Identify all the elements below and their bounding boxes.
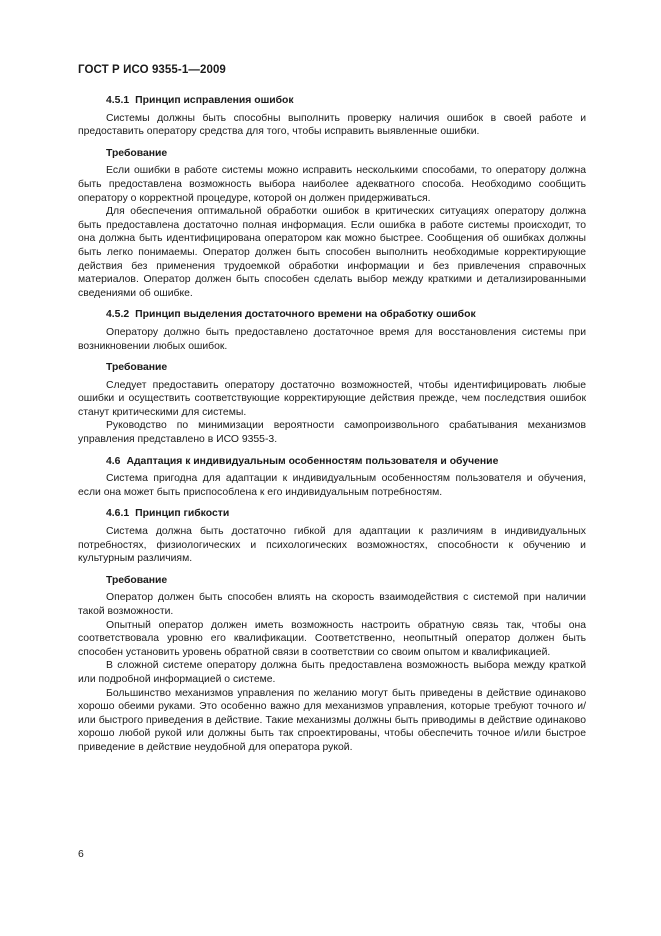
section-title: Принцип исправления ошибок (135, 95, 294, 106)
document-header: ГОСТ Р ИСО 9355-1—2009 (78, 64, 226, 76)
requirement-label: Требование (106, 574, 168, 586)
paragraph: Системы должны быть способны выполнить проверку наличия ошибок в своей работе и предоставить оператору средства для того, чтобы исправить выявленные ошибки. (78, 112, 586, 138)
section-title: Адаптация к индивидуальным особенностям пользователя и обучение (126, 455, 499, 467)
section-number: 4.6 (106, 455, 121, 467)
paragraph: Система должна быть достаточно гибкой для адаптации к различиям в индивидуальных потребностях, физиологических и психологических возможностях, способности к обучению и культурным различиям. (78, 526, 586, 565)
requirement-label: Требование (106, 362, 168, 374)
section-heading-4-5-1 (78, 94, 586, 108)
paragraph: Большинство механизмов управления по желанию могут быть приведены в действие одинаково хорошо обеими руками. Это особенно важно для механизмов управления, которые требуют точного и/или быстрого приведения в действие. Такие механизмы должны быть приводимы в действие одинаково хорошо любой рукой или должны быть так спроектированы, чтобы обеспечить точное и/или быстрое приведение в действие неудобной для оператора рукой. (78, 687, 586, 753)
paragraph: Руководство по минимизации вероятности самопроизвольного срабатывания механизмов управления представлено в ИСО 9355-3. (78, 420, 586, 446)
section-heading-4-5-2 (78, 308, 586, 322)
paragraph: Если ошибки в работе системы можно исправить несколькими способами, то оператору должна быть предоставлена возможность выбора наиболее адекватного способа. Необходимо сообщить оператору о корректной процедуре, которой он должен придерживаться. (78, 165, 586, 204)
document-body (78, 94, 586, 755)
section-number: 4.5.2 (106, 309, 130, 321)
paragraph: Следует предоставить оператору достаточно возможностей, чтобы идентифицировать любые ошибки и осуществить соответствующие корректирующие действия прежде, чем последствия ошибок станут критическими для системы. (78, 379, 586, 418)
section-heading-4-6 (78, 455, 586, 469)
section-title: Принцип выделения достаточного времени на обработку ошибок (135, 309, 476, 321)
requirement-label: Требование (106, 147, 168, 159)
section-heading-4-6-1 (78, 507, 586, 521)
paragraph: В сложной системе оператору должна быть предоставлена возможность выбора между краткой или подробной информацией о системе. (78, 660, 586, 685)
paragraph: Оператор должен быть способен влиять на скорость взаимодействия с системой при наличии такой возможности. (78, 592, 586, 617)
paragraph: Система пригодна для адаптации к индивидуальным особенностям пользователя и обучения, если она может быть приспособлена к его индивидуальным потребностям. (78, 473, 586, 498)
paragraph: Для обеспечения оптимальной обработки ошибок в критических ситуациях оператору должна быть предоставлена достаточно полная информация. Если ошибка в работе системы происходит, то она должна быть идентифицирована оператором как можно быстрее. Сообщения об ошибках должны быть легко понимаемы. Оператор должен быть способен выполнить необходимые корректирующие действия без применения трудоемкой обработки информации и без привлечения справочных материалов. Оператор должен быть способен сделать выбор между краткими и детализированными сведениями об ошибке. (78, 206, 586, 299)
section-number: 4.5.1 (106, 95, 130, 106)
page-number: 6 (78, 849, 84, 860)
section-title: Принцип гибкости (135, 508, 230, 520)
paragraph: Оператору должно быть предоставлено достаточное время для восстановления системы при возникновении любых ошибок. (78, 326, 586, 352)
paragraph: Опытный оператор должен иметь возможность настроить обратную связь так, чтобы она соответствовала уровню его квалификации. Соответственно, неопытный оператор должен быть способен установить уровень обратной связи в соответствии со своим опытом и квалификацией. (78, 619, 586, 658)
section-number: 4.6.1 (106, 508, 130, 520)
